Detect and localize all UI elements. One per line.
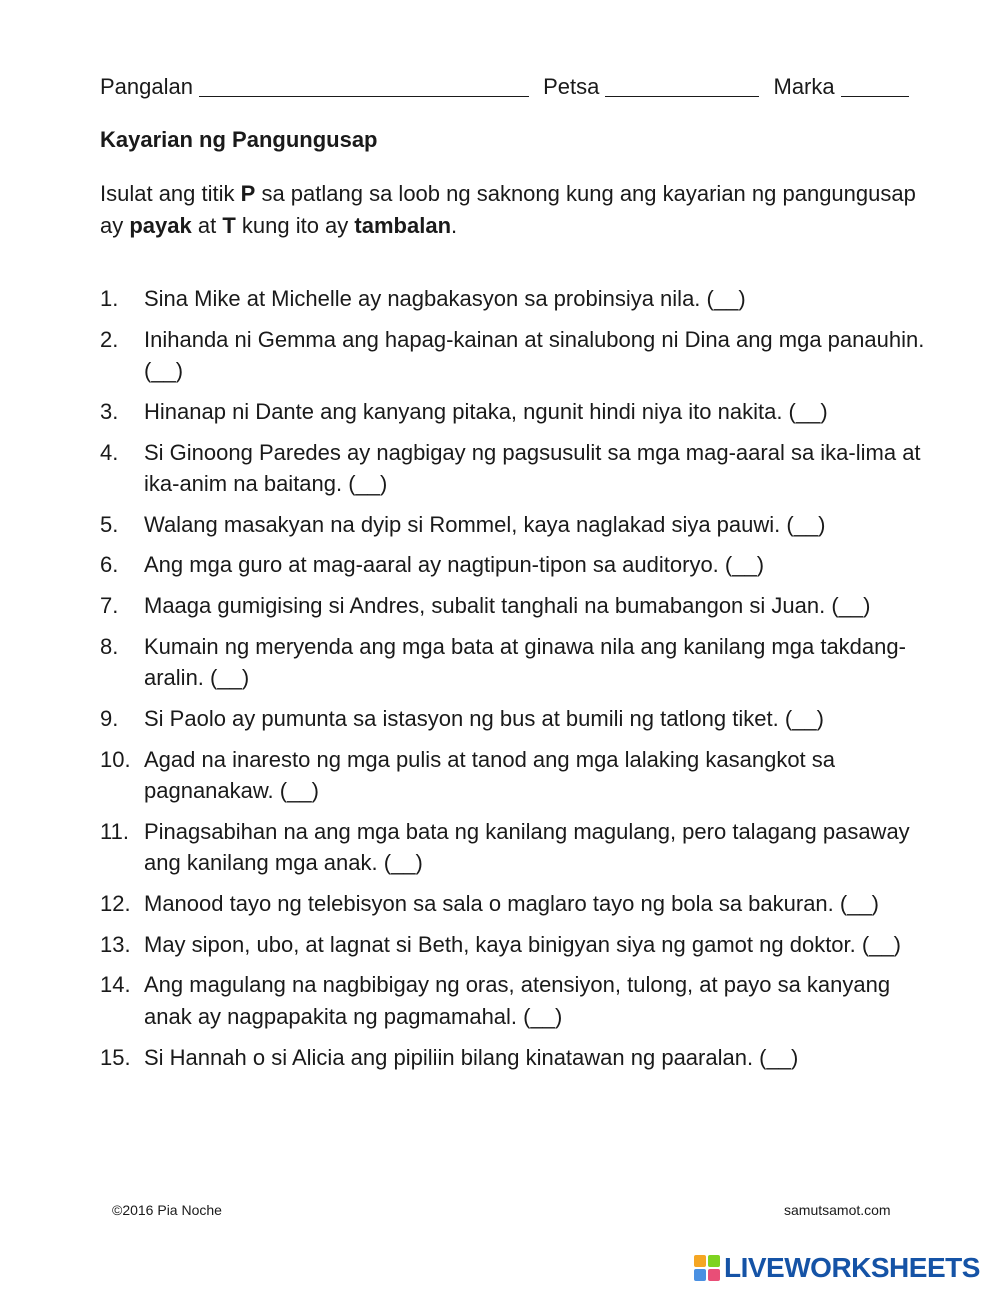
question-text: Agad na inaresto ng mga pulis at tanod ang mga lalaking kasangkot sa pagnanakaw. (__) xyxy=(144,746,836,804)
question-item xyxy=(100,509,940,541)
question-item xyxy=(100,631,940,694)
instructions xyxy=(100,178,920,242)
question-list xyxy=(100,283,940,1082)
question-number: 2. xyxy=(100,326,119,352)
name-label: Pangalan xyxy=(100,74,193,99)
question-text: Ang mga guro at mag-aaral ay nagtipun-tipon sa auditoryo. (__) xyxy=(144,552,765,578)
question-text: Pinagsabihan na ang mga bata ng kanilang magulang, pero talagang pasaway ang kanilang mga anak. (__) xyxy=(144,818,910,876)
question-number: 8. xyxy=(100,633,119,659)
student-info-line xyxy=(100,74,930,100)
website-text: samutsamot.com xyxy=(784,1202,891,1218)
instructions-bold-payak: payak xyxy=(129,213,192,238)
date-label: Petsa xyxy=(543,74,600,99)
date-blank[interactable] xyxy=(605,76,759,97)
question-item xyxy=(100,437,940,500)
question-number: 14. xyxy=(100,972,131,998)
question-text: Kumain ng meryenda ang mga bata at ginawa nila ang kanilang mga takdang-aralin. (__) xyxy=(144,633,906,691)
question-item xyxy=(100,590,940,622)
instructions-text: kung ito ay xyxy=(235,213,355,238)
instructions-text: at xyxy=(191,213,223,238)
question-text: Si Ginoong Paredes ay nagbigay ng pagsusulit sa mga mag-aaral sa ika-lima at ika-anim na baitang. (__) xyxy=(144,439,921,497)
question-text: Si Paolo ay pumunta sa istasyon ng bus at bumili ng tatlong tiket. (__) xyxy=(144,706,824,731)
worksheet-title: Kayarian ng Pangungusap xyxy=(100,127,378,152)
question-item xyxy=(100,283,940,315)
instructions-bold-tambalan: tambalan xyxy=(354,213,452,238)
logo-square xyxy=(694,1269,706,1281)
question-item xyxy=(100,744,940,807)
question-text: Sina Mike at Michelle ay nagbakasyon sa probinsiya nila. (__) xyxy=(144,286,746,311)
question-item xyxy=(100,549,940,581)
logo-square xyxy=(708,1255,720,1267)
instructions-bold-t: T xyxy=(222,213,236,238)
question-text: Inihanda ni Gemma ang hapag-kainan at sinalubong ni Dina ang mga panauhin. (__) xyxy=(144,326,925,384)
question-number: 10. xyxy=(100,746,131,772)
brand-name: LIVEWORKSHEETS xyxy=(724,1252,980,1283)
question-text: Walang masakyan na dyip si Rommel, kaya naglakad siya pauwi. (__) xyxy=(144,511,826,537)
name-blank[interactable] xyxy=(199,76,529,97)
question-item xyxy=(100,396,940,428)
instructions-text: sa patlang sa loob ng saknong kung ang kayarian ng pangungusap ay xyxy=(100,181,916,238)
instructions-text: Isulat ang titik xyxy=(100,181,241,206)
question-item xyxy=(100,703,940,735)
question-text: Maaga gumigising si Andres, subalit tanghali na bumabangon si Juan. (__) xyxy=(144,593,871,619)
question-text: Ang magulang na nagbibigay ng oras, atensiyon, tulong, at payo sa kanyang anak ay nagpapakita ng pagmamahal. (__) xyxy=(144,972,891,1029)
liveworksheets-logo-icon xyxy=(694,1255,720,1281)
question-number: 9. xyxy=(100,706,119,731)
question-text: Si Hannah o si Alicia ang pipiliin bilang kinatawan ng paaralan. (__) xyxy=(144,1044,799,1070)
question-number: 6. xyxy=(100,552,119,578)
question-item xyxy=(100,816,940,879)
question-number: 13. xyxy=(100,931,131,957)
logo-square xyxy=(694,1255,706,1267)
question-number: 15. xyxy=(100,1044,131,1070)
question-text: May sipon, ubo, at lagnat si Beth, kaya binigyan siya ng gamot ng doktor. (__) xyxy=(144,931,902,957)
logo-square xyxy=(708,1269,720,1281)
question-number: 4. xyxy=(100,439,119,465)
question-item xyxy=(100,324,940,387)
instructions-text: . xyxy=(451,213,458,238)
question-number: 5. xyxy=(100,511,119,537)
question-item xyxy=(100,888,940,920)
question-text: Manood tayo ng telebisyon sa sala o maglaro tayo ng bola sa bakuran. (__) xyxy=(144,891,880,917)
instructions-bold-p: P xyxy=(240,181,256,206)
question-number: 11. xyxy=(100,818,129,844)
score-label: Marka xyxy=(773,74,835,99)
score-blank[interactable] xyxy=(841,76,909,97)
question-text: Hinanap ni Dante ang kanyang pitaka, ngunit hindi niya ito nakita. (__) xyxy=(144,398,828,424)
question-number: 1. xyxy=(100,286,119,311)
question-number: 7. xyxy=(100,593,119,619)
question-number: 3. xyxy=(100,398,119,424)
question-item xyxy=(100,1042,940,1074)
liveworksheets-brand[interactable] xyxy=(694,1252,980,1284)
copyright-text: ©2016 Pia Noche xyxy=(112,1202,222,1218)
question-number: 12. xyxy=(100,891,131,917)
question-item xyxy=(100,929,940,961)
question-item xyxy=(100,969,940,1032)
